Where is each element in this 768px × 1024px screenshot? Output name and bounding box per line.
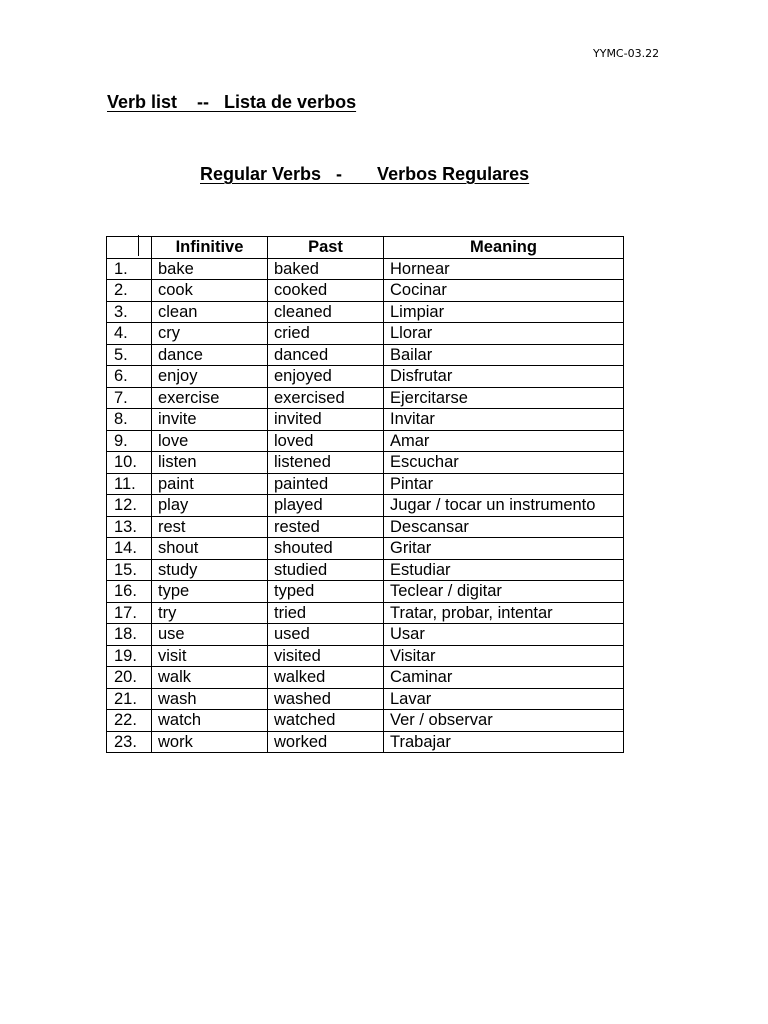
meaning-cell: Disfrutar [384, 366, 624, 388]
row-number: 21. [107, 688, 152, 710]
table-row [107, 344, 624, 366]
table-row [107, 538, 624, 560]
meaning-cell: Trabajar [384, 731, 624, 753]
row-number: 18. [107, 624, 152, 646]
infinitive-cell: listen [152, 452, 268, 474]
infinitive-cell: walk [152, 667, 268, 689]
table-header-row [107, 237, 624, 259]
meaning-cell: Llorar [384, 323, 624, 345]
header-divider [119, 235, 139, 256]
row-number: 12. [107, 495, 152, 517]
infinitive-cell: clean [152, 301, 268, 323]
past-cell: watched [268, 710, 384, 732]
infinitive-cell: cook [152, 280, 268, 302]
infinitive-cell: enjoy [152, 366, 268, 388]
verb-table [106, 236, 624, 753]
meaning-cell: Teclear / digitar [384, 581, 624, 603]
document-code: YYMC-03.22 [593, 47, 660, 60]
row-number: 14. [107, 538, 152, 560]
past-cell: cried [268, 323, 384, 345]
past-cell: walked [268, 667, 384, 689]
table-row [107, 301, 624, 323]
row-number: 22. [107, 710, 152, 732]
meaning-cell: Ver / observar [384, 710, 624, 732]
meaning-cell: Estudiar [384, 559, 624, 581]
meaning-cell: Bailar [384, 344, 624, 366]
table-row [107, 710, 624, 732]
infinitive-cell: type [152, 581, 268, 603]
meaning-cell: Limpiar [384, 301, 624, 323]
header-meaning: Meaning [384, 237, 624, 259]
past-cell: rested [268, 516, 384, 538]
table-row [107, 323, 624, 345]
meaning-cell: Tratar, probar, intentar [384, 602, 624, 624]
past-cell: danced [268, 344, 384, 366]
table-row [107, 645, 624, 667]
infinitive-cell: wash [152, 688, 268, 710]
meaning-cell: Lavar [384, 688, 624, 710]
past-cell: listened [268, 452, 384, 474]
meaning-cell: Escuchar [384, 452, 624, 474]
table-row [107, 495, 624, 517]
meaning-cell: Pintar [384, 473, 624, 495]
row-number: 10. [107, 452, 152, 474]
past-cell: painted [268, 473, 384, 495]
meaning-cell: Cocinar [384, 280, 624, 302]
row-number: 17. [107, 602, 152, 624]
meaning-cell: Gritar [384, 538, 624, 560]
infinitive-cell: try [152, 602, 268, 624]
infinitive-cell: paint [152, 473, 268, 495]
row-number: 19. [107, 645, 152, 667]
infinitive-cell: love [152, 430, 268, 452]
table-row [107, 366, 624, 388]
row-number: 7. [107, 387, 152, 409]
infinitive-cell: invite [152, 409, 268, 431]
page-title: Verb list -- Lista de verbos [107, 92, 357, 112]
past-cell: shouted [268, 538, 384, 560]
table-row [107, 387, 624, 409]
past-cell: enjoyed [268, 366, 384, 388]
past-cell: tried [268, 602, 384, 624]
table-row [107, 602, 624, 624]
meaning-cell: Descansar [384, 516, 624, 538]
meaning-cell: Jugar / tocar un instrumento [384, 495, 624, 517]
table-row [107, 559, 624, 581]
meaning-cell: Caminar [384, 667, 624, 689]
meaning-cell: Amar [384, 430, 624, 452]
row-number: 6. [107, 366, 152, 388]
infinitive-cell: cry [152, 323, 268, 345]
header-infinitive: Infinitive [152, 237, 268, 259]
row-number: 8. [107, 409, 152, 431]
past-cell: baked [268, 258, 384, 280]
row-number: 11. [107, 473, 152, 495]
infinitive-cell: rest [152, 516, 268, 538]
row-number: 20. [107, 667, 152, 689]
infinitive-cell: shout [152, 538, 268, 560]
table-row [107, 516, 624, 538]
past-cell: cleaned [268, 301, 384, 323]
infinitive-cell: watch [152, 710, 268, 732]
row-number: 15. [107, 559, 152, 581]
infinitive-cell: play [152, 495, 268, 517]
row-number: 23. [107, 731, 152, 753]
row-number: 4. [107, 323, 152, 345]
table-row [107, 280, 624, 302]
past-cell: exercised [268, 387, 384, 409]
past-cell: washed [268, 688, 384, 710]
past-cell: studied [268, 559, 384, 581]
row-number: 13. [107, 516, 152, 538]
meaning-cell: Hornear [384, 258, 624, 280]
infinitive-cell: exercise [152, 387, 268, 409]
past-cell: cooked [268, 280, 384, 302]
past-cell: used [268, 624, 384, 646]
row-number: 2. [107, 280, 152, 302]
infinitive-cell: dance [152, 344, 268, 366]
meaning-cell: Ejercitarse [384, 387, 624, 409]
table-row [107, 409, 624, 431]
infinitive-cell: work [152, 731, 268, 753]
past-cell: typed [268, 581, 384, 603]
meaning-cell: Usar [384, 624, 624, 646]
row-number: 1. [107, 258, 152, 280]
table-row [107, 624, 624, 646]
table-row [107, 258, 624, 280]
meaning-cell: Invitar [384, 409, 624, 431]
infinitive-cell: study [152, 559, 268, 581]
table-row [107, 731, 624, 753]
past-cell: played [268, 495, 384, 517]
row-number: 16. [107, 581, 152, 603]
past-cell: visited [268, 645, 384, 667]
section-subtitle: Regular Verbs - Verbos Regulares [200, 164, 530, 184]
infinitive-cell: visit [152, 645, 268, 667]
table-row [107, 667, 624, 689]
row-number: 5. [107, 344, 152, 366]
header-past: Past [268, 237, 384, 259]
table-row [107, 581, 624, 603]
header-number [107, 237, 152, 259]
row-number: 3. [107, 301, 152, 323]
past-cell: invited [268, 409, 384, 431]
table-row [107, 473, 624, 495]
table-row [107, 430, 624, 452]
table-body [107, 258, 624, 753]
row-number: 9. [107, 430, 152, 452]
table-row [107, 688, 624, 710]
table-row [107, 452, 624, 474]
infinitive-cell: use [152, 624, 268, 646]
past-cell: loved [268, 430, 384, 452]
meaning-cell: Visitar [384, 645, 624, 667]
infinitive-cell: bake [152, 258, 268, 280]
past-cell: worked [268, 731, 384, 753]
